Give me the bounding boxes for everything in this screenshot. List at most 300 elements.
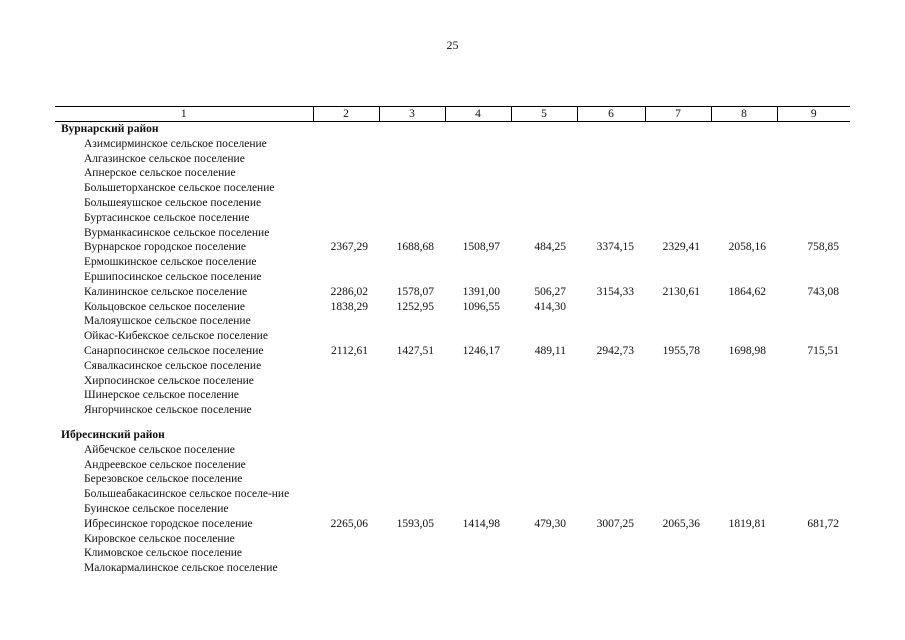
table-row xyxy=(55,443,850,458)
table-row xyxy=(55,196,850,211)
table-row xyxy=(55,517,850,532)
value-cell xyxy=(313,255,379,270)
table-row xyxy=(55,285,850,300)
region-name: Ибресинский район xyxy=(61,428,165,441)
value-cell xyxy=(445,359,511,374)
value-cell xyxy=(577,388,645,403)
table-row xyxy=(55,472,850,487)
value-cell xyxy=(445,181,511,196)
value-cell: 1252,95 xyxy=(396,300,434,313)
value-cell xyxy=(379,226,445,241)
value-cell xyxy=(313,137,379,152)
value-cell: 3154,33 xyxy=(596,285,634,298)
value-cell xyxy=(445,532,511,547)
value-cell: 479,30 xyxy=(534,517,566,530)
value-cell xyxy=(313,270,379,285)
value-cell xyxy=(511,487,577,502)
value-cell xyxy=(711,388,777,403)
value-cell xyxy=(577,166,645,181)
value-cell xyxy=(313,329,379,344)
spacer-cell xyxy=(55,418,850,428)
value-cell xyxy=(379,181,445,196)
value-cell: 2058,16 xyxy=(728,241,766,254)
value-cell: 414,30 xyxy=(534,300,566,313)
table-row xyxy=(55,314,850,329)
value-cell xyxy=(711,152,777,167)
value-cell xyxy=(777,472,850,487)
settlement-name: Санарпосинское сельское поселение xyxy=(84,344,264,357)
value-cell xyxy=(379,487,445,502)
value-cell xyxy=(645,487,711,502)
settlement-name: Ершипосинское сельское поселение xyxy=(84,270,262,283)
value-cell xyxy=(645,359,711,374)
value-cell xyxy=(511,403,577,418)
column-header: 9 xyxy=(777,107,850,122)
table-row xyxy=(55,226,850,241)
value-cell xyxy=(577,359,645,374)
value-cell xyxy=(445,314,511,329)
value-cell xyxy=(645,181,711,196)
value-cell xyxy=(445,472,511,487)
settlement-name: Вурманкасинское сельское поселение xyxy=(84,226,270,239)
table-body xyxy=(55,122,850,576)
value-cell xyxy=(777,403,850,418)
value-cell xyxy=(379,546,445,561)
value-cell xyxy=(577,255,645,270)
table-row xyxy=(55,329,850,344)
value-cell xyxy=(711,270,777,285)
value-cell xyxy=(777,152,850,167)
value-cell xyxy=(379,443,445,458)
value-cell xyxy=(645,211,711,226)
column-header: 3 xyxy=(379,107,445,122)
value-cell xyxy=(313,359,379,374)
column-header: 2 xyxy=(313,107,379,122)
value-cell xyxy=(445,226,511,241)
settlement-name: Большеторханское сельское поселение xyxy=(84,182,275,195)
value-cell xyxy=(379,458,445,473)
value-cell xyxy=(777,226,850,241)
value-cell xyxy=(313,443,379,458)
value-cell xyxy=(645,270,711,285)
table-row xyxy=(55,270,850,285)
value-cell xyxy=(577,458,645,473)
value-cell xyxy=(777,388,850,403)
value-cell xyxy=(645,166,711,181)
value-cell xyxy=(711,532,777,547)
value-cell: 2112,61 xyxy=(331,344,368,357)
value-cell xyxy=(445,403,511,418)
value-cell: 1578,07 xyxy=(396,285,434,298)
value-cell xyxy=(577,374,645,389)
table-row xyxy=(55,403,850,418)
settlement-name: Буинское сельское поселение xyxy=(84,502,229,515)
value-cell xyxy=(645,403,711,418)
value-cell xyxy=(777,314,850,329)
value-cell xyxy=(711,546,777,561)
value-cell xyxy=(379,270,445,285)
value-cell xyxy=(445,458,511,473)
value-cell xyxy=(645,226,711,241)
value-cell xyxy=(711,329,777,344)
value-cell: 1698,98 xyxy=(728,344,766,357)
value-cell xyxy=(511,458,577,473)
value-cell xyxy=(445,502,511,517)
value-cell xyxy=(511,255,577,270)
value-cell xyxy=(577,561,645,576)
value-cell xyxy=(511,532,577,547)
value-cell xyxy=(379,166,445,181)
value-cell xyxy=(777,255,850,270)
value-cell xyxy=(577,532,645,547)
value-cell xyxy=(379,561,445,576)
value-cell xyxy=(577,300,645,315)
table-row xyxy=(55,546,850,561)
value-cell xyxy=(445,374,511,389)
value-cell xyxy=(777,329,850,344)
value-cell xyxy=(711,472,777,487)
page-number: 25 xyxy=(446,38,459,52)
value-cell: 2065,36 xyxy=(662,517,700,530)
value-cell xyxy=(511,388,577,403)
value-cell xyxy=(711,255,777,270)
settlement-name: Шинерское сельское поселение xyxy=(84,389,239,402)
value-cell: 2367,29 xyxy=(330,241,368,254)
value-cell: 2130,61 xyxy=(662,285,700,298)
value-cell xyxy=(379,314,445,329)
value-cell xyxy=(313,152,379,167)
value-cell xyxy=(711,359,777,374)
value-cell: 489,11 xyxy=(534,344,566,357)
value-cell xyxy=(313,374,379,389)
value-cell xyxy=(511,226,577,241)
settlement-name: Азимсирминское сельское поселение xyxy=(84,137,267,150)
value-cell xyxy=(511,181,577,196)
value-cell xyxy=(445,329,511,344)
value-cell xyxy=(711,226,777,241)
value-cell xyxy=(445,255,511,270)
settlement-name: Янгорчинское сельское поселение xyxy=(84,404,252,417)
value-cell: 758,85 xyxy=(807,241,839,254)
settlement-name: Ибресинское городское поселение xyxy=(84,517,253,530)
value-cell xyxy=(645,152,711,167)
region-spacer xyxy=(55,418,850,428)
value-cell xyxy=(379,211,445,226)
value-cell xyxy=(577,546,645,561)
value-cell xyxy=(711,196,777,211)
value-cell xyxy=(777,374,850,389)
settlement-name: Андреевское сельское поселение xyxy=(84,458,246,471)
value-cell xyxy=(313,166,379,181)
value-cell: 1508,97 xyxy=(462,241,500,254)
value-cell xyxy=(777,211,850,226)
value-cell: 1096,55 xyxy=(462,300,500,313)
value-cell: 1688,68 xyxy=(396,241,434,254)
value-cell: 484,25 xyxy=(534,241,566,254)
value-cell xyxy=(511,196,577,211)
value-cell xyxy=(313,546,379,561)
settlement-name: Апнерское сельское поселение xyxy=(84,167,236,180)
value-cell xyxy=(379,502,445,517)
region-name: Вурнарский район xyxy=(61,123,159,135)
value-cell: 1414,98 xyxy=(462,517,500,530)
value-cell: 1864,62 xyxy=(728,285,766,298)
table-row xyxy=(55,344,850,359)
settlement-name: Большеабакасинское сельское поселе-ние xyxy=(84,488,290,501)
value-cell xyxy=(577,472,645,487)
value-cell xyxy=(577,181,645,196)
settlement-name: Хирпосинское сельское поселение xyxy=(84,374,254,387)
value-cell xyxy=(645,314,711,329)
value-cell xyxy=(511,561,577,576)
value-cell xyxy=(313,561,379,576)
value-cell xyxy=(711,137,777,152)
value-cell xyxy=(511,329,577,344)
table-header xyxy=(55,107,850,122)
value-cell xyxy=(511,546,577,561)
table-row xyxy=(55,255,850,270)
value-cell xyxy=(777,270,850,285)
value-cell xyxy=(511,137,577,152)
value-cell xyxy=(645,255,711,270)
settlement-name: Большеяушское сельское поселение xyxy=(84,196,262,209)
column-header: 1 xyxy=(55,107,313,122)
value-cell xyxy=(577,502,645,517)
value-cell: 2942,73 xyxy=(596,344,634,357)
value-cell xyxy=(313,388,379,403)
value-cell xyxy=(645,388,711,403)
value-cell xyxy=(711,374,777,389)
value-cell xyxy=(577,403,645,418)
value-cell xyxy=(777,443,850,458)
value-cell: 681,72 xyxy=(807,517,839,530)
value-cell xyxy=(379,196,445,211)
table-row xyxy=(55,166,850,181)
value-cell: 2286,02 xyxy=(330,285,368,298)
settlement-name: Сявалкасинское сельское поселение xyxy=(84,359,262,372)
value-cell xyxy=(577,226,645,241)
value-cell: 1427,51 xyxy=(396,344,434,357)
column-header: 8 xyxy=(711,107,777,122)
value-cell xyxy=(645,300,711,315)
value-cell: 1838,29 xyxy=(330,300,368,313)
value-cell xyxy=(511,374,577,389)
value-cell: 1955,78 xyxy=(662,344,700,357)
value-cell xyxy=(313,314,379,329)
value-cell xyxy=(777,359,850,374)
value-cell xyxy=(711,166,777,181)
value-cell xyxy=(777,196,850,211)
value-cell xyxy=(511,314,577,329)
value-cell xyxy=(511,211,577,226)
value-cell xyxy=(511,166,577,181)
value-cell: 1593,05 xyxy=(396,517,434,530)
value-cell: 3007,25 xyxy=(596,517,634,530)
value-cell xyxy=(313,181,379,196)
value-cell: 2265,06 xyxy=(330,517,368,530)
value-cell xyxy=(379,137,445,152)
column-header: 6 xyxy=(577,107,645,122)
value-cell: 1391,00 xyxy=(462,285,500,298)
value-cell xyxy=(445,388,511,403)
value-cell xyxy=(777,502,850,517)
value-cell xyxy=(577,137,645,152)
table-row xyxy=(55,487,850,502)
value-cell: 1246,17 xyxy=(462,344,500,357)
value-cell xyxy=(313,487,379,502)
value-cell xyxy=(379,329,445,344)
value-cell xyxy=(313,532,379,547)
column-header: 4 xyxy=(445,107,511,122)
table-row xyxy=(55,152,850,167)
value-cell xyxy=(445,561,511,576)
table-row xyxy=(55,502,850,517)
table-row xyxy=(55,458,850,473)
value-cell xyxy=(577,314,645,329)
value-cell xyxy=(711,211,777,226)
value-cell xyxy=(645,532,711,547)
value-cell xyxy=(511,152,577,167)
value-cell xyxy=(645,472,711,487)
value-cell xyxy=(379,388,445,403)
settlement-name: Ермошкинское сельское поселение xyxy=(84,256,257,269)
settlement-name: Малояушское сельское поселение xyxy=(84,315,251,328)
settlement-name: Кольцовское сельское поселение xyxy=(84,300,246,313)
value-cell xyxy=(711,458,777,473)
value-cell xyxy=(777,181,850,196)
value-cell xyxy=(711,502,777,517)
settlements-table xyxy=(55,106,850,576)
value-cell xyxy=(511,359,577,374)
settlement-name: Вурнарское городское поселение xyxy=(84,241,246,254)
value-cell xyxy=(777,532,850,547)
value-cell xyxy=(445,196,511,211)
table-row xyxy=(55,211,850,226)
value-cell xyxy=(313,226,379,241)
value-cell xyxy=(711,181,777,196)
value-cell xyxy=(711,487,777,502)
value-cell xyxy=(313,196,379,211)
value-cell xyxy=(645,458,711,473)
table-row xyxy=(55,240,850,255)
header-row xyxy=(55,107,850,122)
value-cell: 506,27 xyxy=(534,285,566,298)
value-cell xyxy=(577,270,645,285)
value-cell xyxy=(645,374,711,389)
value-cell xyxy=(445,443,511,458)
value-cell: 2329,41 xyxy=(662,241,700,254)
value-cell xyxy=(379,472,445,487)
table-row xyxy=(55,359,850,374)
settlement-name: Климовское сельское поселение xyxy=(84,547,243,560)
table-row xyxy=(55,137,850,152)
value-cell xyxy=(711,561,777,576)
table-row xyxy=(55,388,850,403)
settlement-name: Кировское сельское поселение xyxy=(84,532,235,545)
value-cell xyxy=(379,359,445,374)
value-cell xyxy=(645,329,711,344)
value-cell xyxy=(577,152,645,167)
value-cell xyxy=(379,374,445,389)
value-cell xyxy=(777,137,850,152)
value-cell xyxy=(711,403,777,418)
value-cell xyxy=(645,196,711,211)
value-cell xyxy=(445,137,511,152)
table-row xyxy=(55,300,850,315)
value-cell xyxy=(777,166,850,181)
value-cell xyxy=(313,472,379,487)
value-cell: 715,51 xyxy=(807,344,839,357)
value-cell xyxy=(577,487,645,502)
value-cell xyxy=(577,211,645,226)
table-row xyxy=(55,561,850,576)
value-cell xyxy=(313,502,379,517)
settlement-name: Малокармалинское сельское поселение xyxy=(84,562,278,575)
value-cell xyxy=(445,211,511,226)
settlement-name: Буртасинское сельское поселение xyxy=(84,211,250,224)
value-cell xyxy=(645,443,711,458)
value-cell xyxy=(511,270,577,285)
value-cell xyxy=(645,546,711,561)
value-cell xyxy=(577,196,645,211)
value-cell xyxy=(577,443,645,458)
value-cell xyxy=(645,137,711,152)
settlement-name: Айбечское сельское поселение xyxy=(84,443,235,456)
value-cell xyxy=(445,546,511,561)
value-cell xyxy=(445,487,511,502)
settlement-name: Алгазинское сельское поселение xyxy=(84,152,245,165)
settlement-name: Ойкас-Кибекское сельское поселение xyxy=(84,330,268,343)
value-cell xyxy=(777,546,850,561)
value-cell xyxy=(711,314,777,329)
value-cell xyxy=(711,300,777,315)
settlement-name: Березовское сельское поселение xyxy=(84,473,243,486)
region-row xyxy=(55,428,850,443)
value-cell xyxy=(313,211,379,226)
value-cell xyxy=(379,152,445,167)
table-row xyxy=(55,181,850,196)
value-cell: 1819,81 xyxy=(728,517,766,530)
value-cell xyxy=(645,502,711,517)
table-row xyxy=(55,532,850,547)
value-cell xyxy=(645,561,711,576)
value-cell xyxy=(777,487,850,502)
region-row xyxy=(55,122,850,137)
value-cell xyxy=(511,472,577,487)
value-cell xyxy=(445,152,511,167)
column-header: 7 xyxy=(645,107,711,122)
value-cell xyxy=(511,502,577,517)
value-cell xyxy=(777,300,850,315)
value-cell: 743,08 xyxy=(807,285,839,298)
value-cell xyxy=(577,329,645,344)
value-cell xyxy=(511,443,577,458)
value-cell xyxy=(379,403,445,418)
table-row xyxy=(55,374,850,389)
value-cell xyxy=(445,166,511,181)
value-cell xyxy=(313,403,379,418)
value-cell xyxy=(777,458,850,473)
value-cell xyxy=(313,458,379,473)
value-cell xyxy=(445,270,511,285)
value-cell: 3374,15 xyxy=(596,241,634,254)
value-cell xyxy=(711,443,777,458)
value-cell xyxy=(777,561,850,576)
value-cell xyxy=(379,255,445,270)
value-cell xyxy=(379,532,445,547)
settlement-name: Калининское сельское поселение xyxy=(84,285,248,298)
column-header: 5 xyxy=(511,107,577,122)
